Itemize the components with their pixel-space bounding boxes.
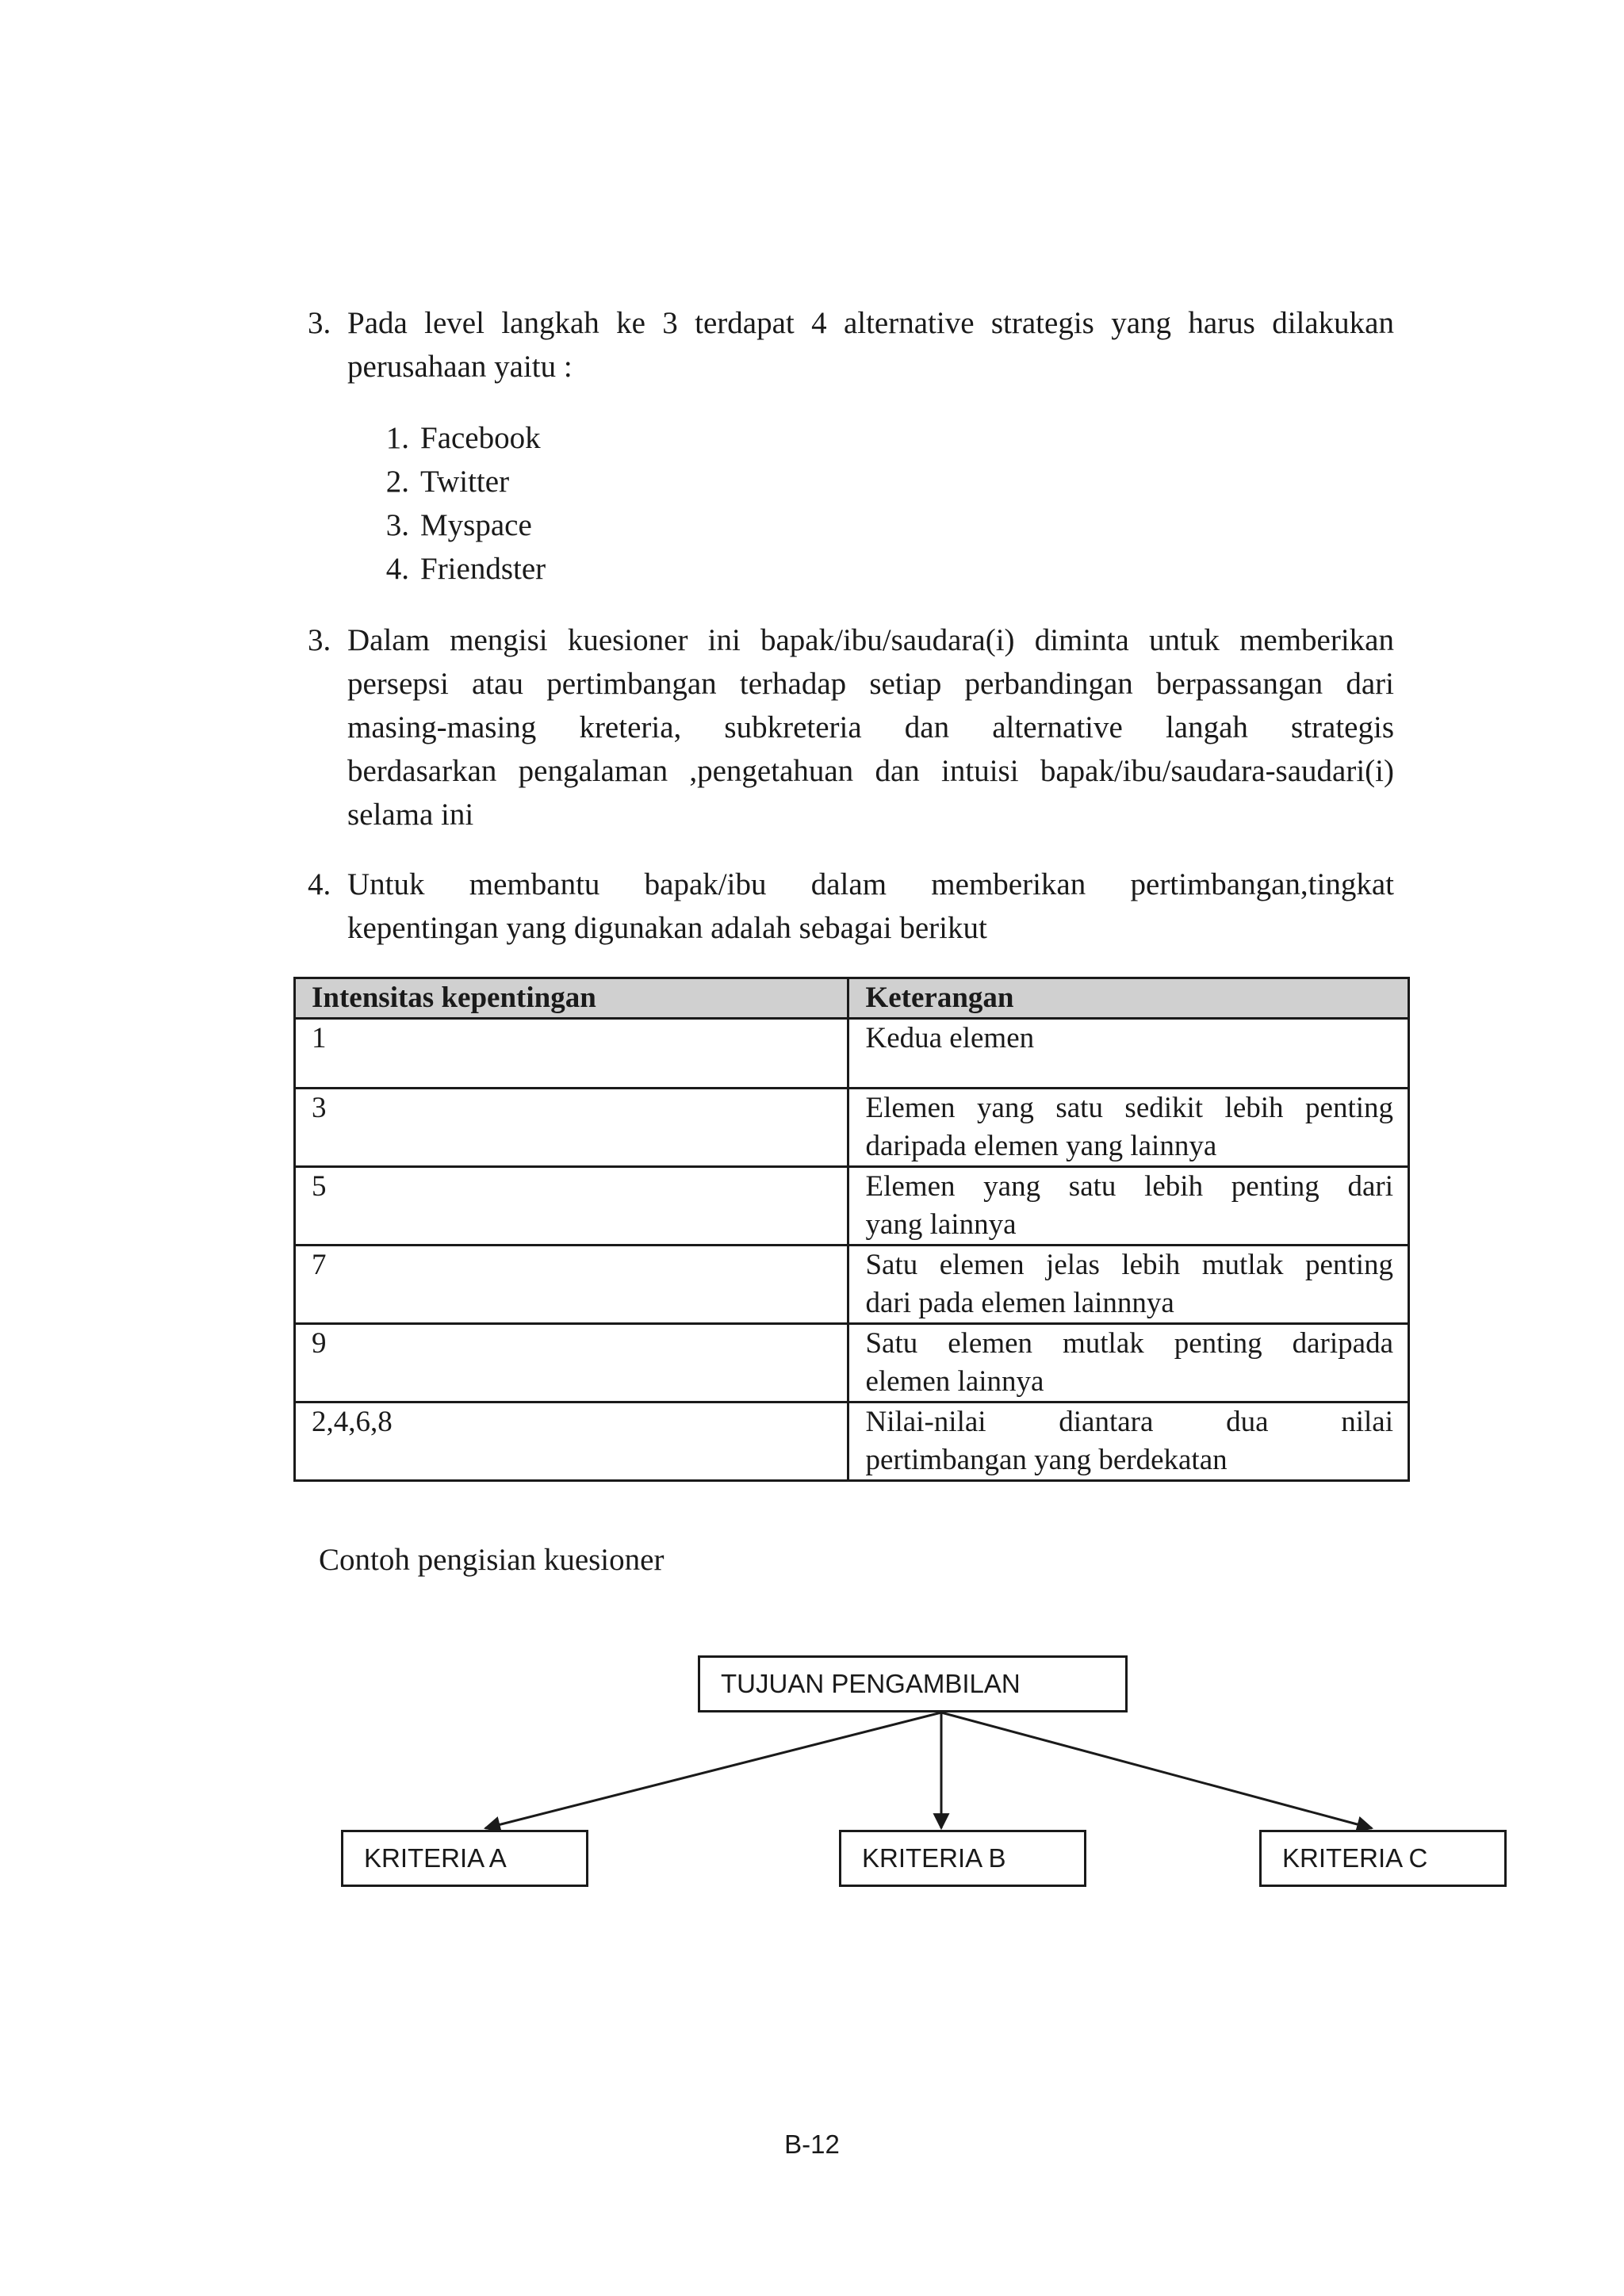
intensity-cell: 2,4,6,8 [295,1402,848,1481]
list-item: 2. Twitter [385,465,510,499]
column-header: Intensitas kepentingan [295,978,848,1019]
intensity-cell: 7 [295,1246,848,1324]
description-cell: Kedua elemen [848,1019,1409,1089]
item-number: 4. [308,867,331,901]
intensity-cell: 1 [295,1019,848,1089]
paragraph-line: kepentingan yang digunakan adalah sebagai berikut [347,911,987,945]
intensity-cell: 9 [295,1324,848,1402]
paragraph-line: Dalam mengisi kuesioner ini bapak/ibu/saudara(i) diminta untuk memberikan [347,623,1394,657]
paragraph-line: Pada level langkah ke 3 terdapat 4 alternative strategis yang harus dilakukan [347,306,1394,340]
paragraph-line: Untuk membantu bapak/ibu dalam memberikan pertimbangan,tingkat [347,867,1394,901]
page-number: B-12 [784,2130,840,2159]
description-cell: Elemen yang satu lebih penting dari yang lainnya [848,1167,1409,1246]
item-number: 3. [308,306,331,340]
description-cell: Satu elemen mutlak penting daripada elemen lainnya [848,1324,1409,1402]
criteria-box-c: KRITERIA C [1259,1830,1507,1887]
list-item: 4. Friendster [385,552,546,586]
column-header: Keterangan [848,978,1409,1019]
connector-arrow-c [941,1712,1372,1828]
paragraph-line: persepsi atau pertimbangan terhadap setiap perbandingan berpassangan dari [347,667,1394,701]
item-number: 3. [308,623,331,657]
description-cell: Nilai-nilai diantara dua nilai pertimbangan yang berdekatan [848,1402,1409,1481]
description-cell: Elemen yang satu sedikit lebih penting daripada elemen yang lainnya [848,1089,1409,1167]
paragraph-line: perusahaan yaitu : [347,350,573,384]
paragraph-line: masing-masing kreteria, subkreteria dan alternative langah strategis [347,710,1394,744]
criteria-box-b: KRITERIA B [839,1830,1086,1887]
paragraph-line: berdasarkan pengalaman ,pengetahuan dan intuisi bapak/ibu/saudara-saudari(i) [347,754,1394,788]
criteria-box-a: KRITERIA A [341,1830,588,1887]
description-cell: Satu elemen jelas lebih mutlak penting dari pada elemen lainnnya [848,1246,1409,1324]
connector-arrow-a [485,1712,941,1828]
goal-box: TUJUAN PENGAMBILAN [698,1655,1128,1712]
list-item: 3. Myspace [385,508,532,542]
list-item: 1. Facebook [385,421,541,455]
paragraph-line: selama ini [347,798,474,832]
intensity-cell: 5 [295,1167,848,1246]
intensity-cell: 3 [295,1089,848,1167]
example-heading: Contoh pengisian kuesioner [319,1543,665,1577]
